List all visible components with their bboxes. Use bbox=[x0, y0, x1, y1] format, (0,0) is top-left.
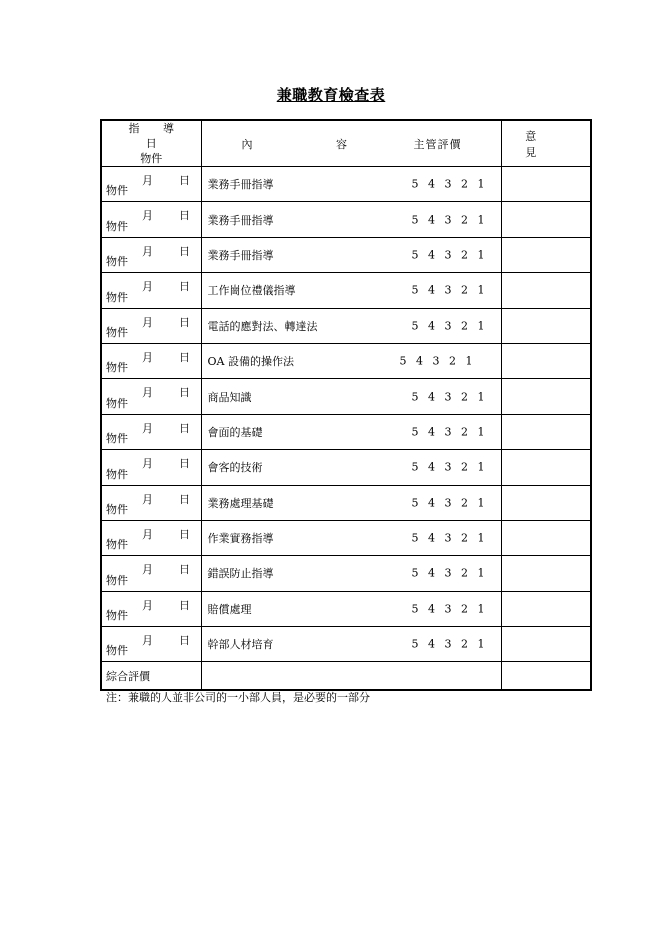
month-label: 月 bbox=[142, 634, 153, 648]
object-label: 物件 bbox=[106, 538, 128, 552]
item-text: 業務手冊指導 bbox=[207, 178, 274, 192]
content-cell bbox=[201, 520, 501, 555]
table-row bbox=[101, 591, 591, 626]
rating-scale[interactable]: 5 4 3 2 1 bbox=[411, 566, 488, 580]
check-table bbox=[100, 119, 592, 691]
day-label: 日 bbox=[179, 527, 190, 541]
total-opinion-cell[interactable] bbox=[501, 662, 591, 691]
object-label: 物件 bbox=[106, 396, 128, 410]
rating-scale[interactable]: 5 4 3 2 1 bbox=[399, 354, 476, 368]
date-cell[interactable] bbox=[101, 379, 201, 414]
item-text: 賠償處理 bbox=[207, 602, 252, 616]
opinion-cell[interactable] bbox=[501, 414, 591, 449]
date-cell[interactable] bbox=[101, 591, 201, 626]
content-cell bbox=[201, 627, 501, 662]
total-content-cell[interactable] bbox=[201, 662, 501, 691]
content-cell bbox=[201, 308, 501, 343]
opinion-cell[interactable] bbox=[501, 450, 591, 485]
item-text: 電話的應對法、轉達法 bbox=[207, 319, 318, 333]
opinion-cell[interactable] bbox=[501, 237, 591, 272]
item-text: 商品知識 bbox=[207, 390, 252, 404]
day-label: 日 bbox=[179, 315, 190, 329]
object-label: 物件 bbox=[106, 573, 128, 587]
month-label: 月 bbox=[142, 527, 153, 541]
day-label: 日 bbox=[179, 492, 190, 506]
header-guide-date: 指 導 日 bbox=[128, 122, 184, 150]
item-text: 業務處理基礎 bbox=[207, 496, 274, 510]
item-text: 業務手冊指導 bbox=[207, 213, 274, 227]
content-cell bbox=[201, 237, 501, 272]
month-label: 月 bbox=[142, 457, 153, 471]
day-label: 日 bbox=[179, 598, 190, 612]
table-row bbox=[101, 450, 591, 485]
item-text: 作業實務指導 bbox=[207, 532, 274, 546]
item-text: 會客的技術 bbox=[207, 461, 263, 475]
day-label: 日 bbox=[179, 174, 190, 187]
rating-scale[interactable]: 5 4 3 2 1 bbox=[411, 531, 488, 545]
date-cell[interactable] bbox=[101, 627, 201, 662]
header-supervisor-rating: 主管評價 bbox=[413, 137, 462, 151]
object-label: 物件 bbox=[106, 609, 128, 623]
table-row bbox=[101, 237, 591, 272]
table-row bbox=[101, 308, 591, 343]
content-cell bbox=[201, 556, 501, 591]
object-label: 物件 bbox=[106, 255, 128, 269]
month-label: 月 bbox=[142, 244, 153, 258]
date-cell[interactable] bbox=[101, 450, 201, 485]
table-row bbox=[101, 273, 591, 308]
object-label: 物件 bbox=[106, 502, 128, 516]
header-object: 物件 bbox=[140, 152, 163, 165]
total-row bbox=[101, 662, 591, 691]
month-label: 月 bbox=[142, 350, 153, 364]
day-label: 日 bbox=[179, 280, 190, 294]
date-cell[interactable] bbox=[101, 273, 201, 308]
date-cell[interactable] bbox=[101, 202, 201, 237]
month-label: 月 bbox=[142, 421, 153, 435]
content-cell bbox=[201, 273, 501, 308]
item-text: 業務手冊指導 bbox=[207, 248, 274, 262]
header-guide-date-cell bbox=[101, 120, 201, 167]
table-row bbox=[101, 627, 591, 662]
item-text: 會面的基礎 bbox=[207, 425, 263, 439]
object-label: 物件 bbox=[106, 432, 128, 446]
table-row bbox=[101, 343, 591, 378]
date-cell[interactable] bbox=[101, 237, 201, 272]
month-label: 月 bbox=[142, 315, 153, 329]
total-label: 綜合評價 bbox=[101, 662, 201, 691]
month-label: 月 bbox=[142, 209, 153, 223]
content-cell bbox=[201, 379, 501, 414]
date-cell[interactable] bbox=[101, 167, 201, 202]
item-text: 幹部人材培育 bbox=[207, 638, 274, 652]
rating-scale[interactable]: 5 4 3 2 1 bbox=[411, 248, 488, 262]
date-cell[interactable] bbox=[101, 520, 201, 555]
header-row bbox=[101, 120, 591, 167]
object-label: 物件 bbox=[106, 290, 128, 304]
rating-scale[interactable]: 5 4 3 2 1 bbox=[411, 602, 488, 616]
opinion-cell[interactable] bbox=[501, 343, 591, 378]
rating-scale[interactable]: 5 4 3 2 1 bbox=[411, 637, 488, 651]
rating-scale[interactable]: 5 4 3 2 1 bbox=[411, 460, 488, 474]
day-label: 日 bbox=[179, 386, 190, 400]
table-row bbox=[101, 379, 591, 414]
month-label: 月 bbox=[142, 492, 153, 506]
header-content: 內 容 bbox=[241, 137, 387, 151]
month-label: 月 bbox=[142, 598, 153, 612]
opinion-cell[interactable] bbox=[501, 591, 591, 626]
object-label: 物件 bbox=[106, 361, 128, 375]
month-label: 月 bbox=[142, 563, 153, 577]
rating-scale[interactable]: 5 4 3 2 1 bbox=[411, 390, 488, 404]
rating-scale[interactable]: 5 4 3 2 1 bbox=[411, 496, 488, 510]
opinion-cell[interactable] bbox=[501, 379, 591, 414]
day-label: 日 bbox=[179, 634, 190, 648]
rating-scale[interactable]: 5 4 3 2 1 bbox=[411, 319, 488, 333]
date-cell[interactable] bbox=[101, 343, 201, 378]
date-cell[interactable] bbox=[101, 485, 201, 520]
table-row bbox=[101, 556, 591, 591]
opinion-cell[interactable] bbox=[501, 627, 591, 662]
object-label: 物件 bbox=[106, 325, 128, 339]
content-cell bbox=[201, 167, 501, 202]
opinion-cell[interactable] bbox=[501, 273, 591, 308]
table-row bbox=[101, 520, 591, 555]
date-cell[interactable] bbox=[101, 556, 201, 591]
opinion-cell[interactable] bbox=[501, 202, 591, 237]
content-cell bbox=[201, 485, 501, 520]
opinion-cell[interactable] bbox=[501, 520, 591, 555]
opinion-cell[interactable] bbox=[501, 308, 591, 343]
day-label: 日 bbox=[179, 457, 190, 471]
object-label: 物件 bbox=[106, 219, 128, 233]
item-text: 工作崗位禮儀指導 bbox=[207, 284, 296, 298]
table-row bbox=[101, 485, 591, 520]
month-label: 月 bbox=[142, 174, 153, 187]
rating-scale[interactable]: 5 4 3 2 1 bbox=[411, 425, 488, 439]
day-label: 日 bbox=[179, 244, 190, 258]
opinion-cell[interactable] bbox=[501, 167, 591, 202]
table-row bbox=[101, 202, 591, 237]
opinion-cell[interactable] bbox=[501, 556, 591, 591]
rating-scale[interactable]: 5 4 3 2 1 bbox=[411, 213, 488, 227]
content-cell bbox=[201, 591, 501, 626]
day-label: 日 bbox=[179, 563, 190, 577]
footnote: 注：兼職的人並非公司的一小部人員，是必要的一部分 bbox=[106, 691, 370, 704]
content-cell bbox=[201, 450, 501, 485]
object-label: 物件 bbox=[106, 644, 128, 658]
header-content-cell bbox=[201, 120, 501, 167]
item-text: 錯誤防止指導 bbox=[207, 567, 274, 581]
date-cell[interactable] bbox=[101, 308, 201, 343]
rating-scale[interactable]: 5 4 3 2 1 bbox=[411, 283, 488, 297]
day-label: 日 bbox=[179, 350, 190, 364]
day-label: 日 bbox=[179, 209, 190, 223]
content-cell bbox=[201, 343, 501, 378]
opinion-cell[interactable] bbox=[501, 485, 591, 520]
header-opinion: 意 見 bbox=[501, 120, 591, 167]
day-label: 日 bbox=[179, 421, 190, 435]
content-cell bbox=[201, 414, 501, 449]
month-label: 月 bbox=[142, 280, 153, 294]
date-cell[interactable] bbox=[101, 414, 201, 449]
table-row bbox=[101, 414, 591, 449]
month-label: 月 bbox=[142, 386, 153, 400]
rating-scale[interactable]: 5 4 3 2 1 bbox=[411, 177, 488, 191]
table-row bbox=[101, 167, 591, 202]
object-label: 物件 bbox=[106, 184, 128, 198]
item-text: OA 設備的操作法 bbox=[207, 355, 294, 369]
object-label: 物件 bbox=[106, 467, 128, 481]
content-cell bbox=[201, 202, 501, 237]
document-title: 兼職教育檢查表 bbox=[276, 86, 386, 104]
